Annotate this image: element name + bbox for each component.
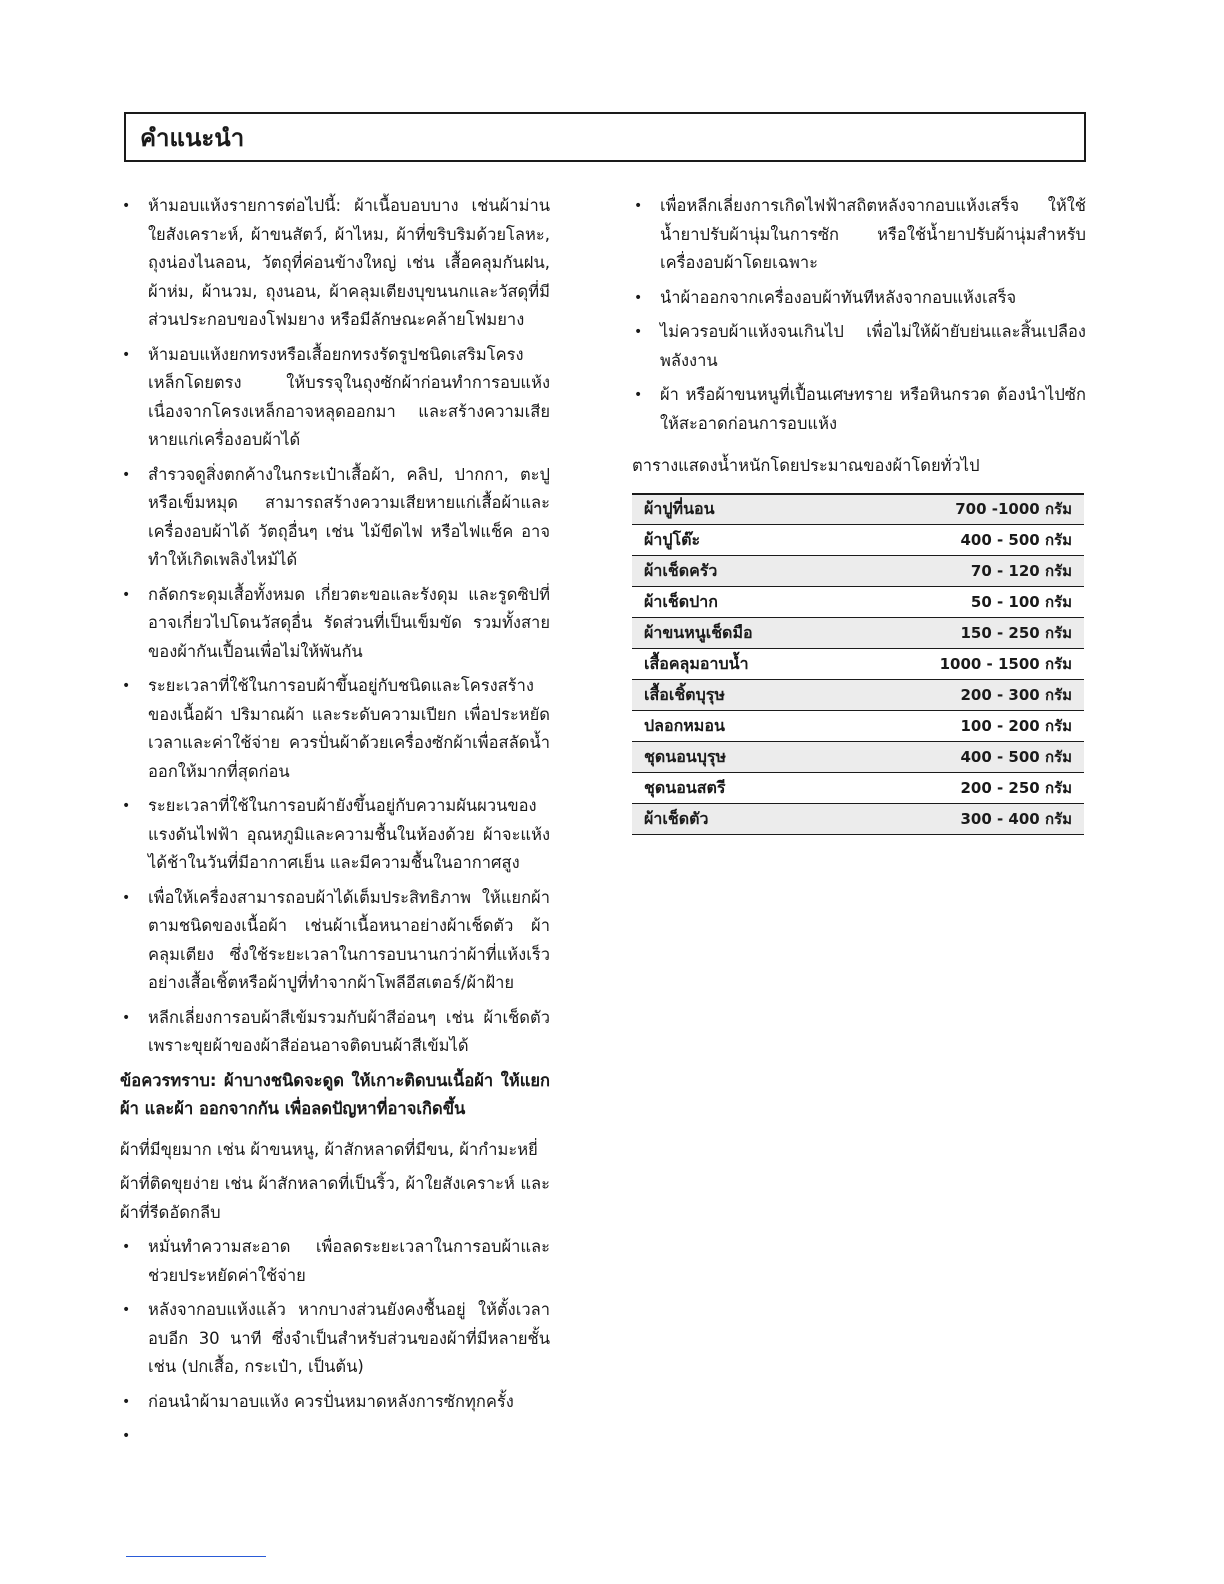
list-item: • หลีกเลี่ยงการอบผ้าสีเข้มรวมกับผ้าสีอ่อนๆ เช่น ผ้าเช็ดตัว เพราะขุยผ้าของผ้าสีอ่อนอาจติดบนผ้าสีเข้มได้: [120, 1004, 550, 1061]
list-item: • ระยะเวลาที่ใช้ในการอบผ้าขึ้นอยู่กับชนิดและโครงสร้างของเนื้อผ้า ปริมาณผ้า และระดับความเปียก เพื่อประหยัดเวลาและค่าใช้จ่าย ควรปั่นผ้าด้วยเครื่องซักผ้าเพื่อสลัดน้ำออกให้มากที่สุดก่อน: [120, 672, 550, 786]
left-column: [120, 192, 550, 1456]
bullet-icon: •: [122, 798, 131, 814]
list-item: • หมั่นทำความสะอาด เพื่อลดระยะเวลาในการอบผ้าและช่วยประหยัดค่าใช้จ่าย: [120, 1233, 550, 1290]
bullet-icon: •: [122, 889, 131, 906]
bullet-icon: •: [634, 324, 643, 340]
list-item: • กลัดกระดุมเสื้อทั้งหมด เกี่ยวตะขอและรังดุม และรูดซิปที่อาจเกี่ยวไปโดนวัสดุอื่น รัดส่วนที่เป็นเข็มขัด รวมทั้งสายของผ้ากันเปื้อนเพื่อไม่ให้พันกัน: [120, 581, 550, 667]
fabric-weight: 70 - 120 กรัม: [970, 561, 1072, 580]
table-row: [632, 680, 1084, 711]
list-item: • ห้ามอบแห้งรายการต่อไปนี้: ผ้าเนื้อบอบบาง เช่นผ้าม่านใยสังเคราะห์, ผ้าขนสัตว์, ผ้าไหม, ผ้าที่ขริบริมด้วยโลหะ, ถุงน่องไนลอน, วัตถุที่ค่อนข้างใหญ่ เช่น เสื้อคลุมกันฝน, ผ้าห่ม, ผ้านวม, ถุงนอน, ผ้าคลุมเตียงบุขนนกและวัสดุที่มีส่วนประกอบของโฟมยาง หรือมีลักษณะคล้ายโฟมยาง: [120, 192, 550, 335]
fabric-name: ปลอกหมอน: [644, 715, 725, 735]
page-title: คำแนะนำ: [140, 124, 245, 152]
bullet-icon: •: [122, 1428, 131, 1444]
list-item: • นำผ้าออกจากเครื่องอบผ้าทันทีหลังจากอบแห้งเสร็จ: [632, 284, 1086, 313]
bullet-icon: •: [122, 466, 131, 483]
list-item: • ห้ามอบแห้งยกทรงหรือเสื้อยกทรงรัดรูปชนิดเสริมโครงเหล็กโดยตรง ให้บรรจุในถุงซักผ้าก่อนทำการอบแห้ง เนื่องจากโครงเหล็กอาจหลุดออกมา และสร้างความเสียหายแก่เครื่องอบผ้าได้: [120, 341, 550, 455]
table-row: [632, 494, 1084, 525]
bullet-icon: •: [122, 1239, 131, 1255]
fabric-weight: 150 - 250 กรัม: [960, 623, 1072, 642]
table-row: [632, 618, 1084, 649]
bullet-icon: •: [122, 1393, 131, 1410]
fabric-weight: 1000 - 1500 กรัม: [939, 654, 1072, 673]
bullet-icon: •: [634, 387, 643, 403]
bullet-icon: •: [122, 678, 131, 694]
left-bullet-list-1: [120, 192, 550, 1061]
list-item: • สำรวจดูสิ่งตกค้างในกระเป๋าเสื้อผ้า, คลิป, ปากกา, ตะปูหรือเข็มหมุด สามารถสร้างความเสียหายแก่เสื้อผ้าและเครื่องอบผ้าได้ วัตถุอื่นๆ เช่น ไม้ขีดไฟ หรือไฟแช็ค อาจทำให้เกิดเพลิงไหม้ได้: [120, 461, 550, 575]
fabric-weight: 100 - 200 กรัม: [960, 716, 1072, 735]
fabric-weight: 300 - 400 กรัม: [960, 809, 1072, 828]
left-bullet-list-2: [120, 1233, 550, 1450]
fabric-name: ผ้าปูที่นอน: [644, 499, 715, 518]
bullet-icon: •: [122, 198, 131, 214]
weight-table: [632, 493, 1084, 836]
lint-paragraph-2: ผ้าที่ติดขุยง่าย เช่น ผ้าสักหลาดที่เป็นริ้ว, ผ้าใยสังเคราะห์ และผ้าที่รีดอัดกลีบ: [120, 1174, 550, 1222]
footnote-rule: [126, 1556, 266, 1557]
list-item: • ผ้า หรือผ้าขนหนูที่เปื้อนเศษทราย หรือหินกรวด ต้องนำไปซักให้สะอาดก่อนการอบแห้ง: [632, 381, 1086, 438]
note-paragraph: ข้อควรทราบ: ผ้าบางชนิดจะดูด ให้เกาะติดบนเนื้อผ้า ให้แยกผ้า และผ้า ออกจากกัน เพื่อลดปัญหาที่อาจเกิดขึ้น: [120, 1070, 550, 1118]
fabric-weight: 400 - 500 กรัม: [960, 747, 1072, 766]
heading-box: [124, 112, 1086, 162]
fabric-weight: 400 - 500 กรัม: [960, 530, 1072, 549]
fabric-name: เสื้อคลุมอาบน้ำ: [644, 653, 749, 673]
fabric-name: เสื้อเชิ้ตบุรุษ: [644, 684, 725, 704]
list-item: • หลังจากอบแห้งแล้ว หากบางส่วนยังคงชื้นอยู่ ให้ตั้งเวลาอบอีก 30 นาที ซึ่งจำเป็นสำหรับส่วนของผ้าที่มีหลายชั้น เช่น (ปกเสื้อ, กระเป๋า, เป็นต้น): [120, 1296, 550, 1382]
fabric-weight: 200 - 300 กรัม: [960, 685, 1072, 704]
fabric-weight: 200 - 250 กรัม: [960, 778, 1072, 797]
right-column: [632, 192, 1086, 835]
fabric-name: ผ้าเช็ดครัว: [644, 560, 718, 580]
bullet-icon: •: [634, 198, 643, 214]
bullet-icon: •: [122, 1302, 131, 1318]
bullet-icon: •: [122, 586, 131, 603]
fabric-name: ชุดนอนบุรุษ: [644, 746, 727, 766]
table-row: [632, 804, 1084, 835]
bullet-icon: •: [122, 1009, 131, 1026]
fabric-name: ผ้าเช็ดปาก: [644, 591, 718, 611]
lint-paragraph-1: ผ้าที่มีขุยมาก เช่น ผ้าขนหนู, ผ้าสักหลาดที่มีขน, ผ้ากำมะหยี่: [120, 1139, 538, 1159]
table-caption: ตารางแสดงน้ำหนักโดยประมาณของผ้าโดยทั่วไป: [632, 456, 980, 475]
list-item: • เพื่อหลีกเลี่ยงการเกิดไฟฟ้าสถิตหลังจากอบแห้งเสร็จ ให้ใช้น้ำยาปรับผ้านุ่มในการซัก หรือใช้น้ำยาปรับผ้านุ่มสำหรับเครื่องอบผ้าโดยเฉพาะ: [632, 192, 1086, 278]
table-row: [632, 649, 1084, 680]
table-row: [632, 525, 1084, 556]
list-item: [120, 1422, 550, 1450]
fabric-name: ผ้าเช็ดตัว: [644, 808, 709, 828]
table-row: [632, 556, 1084, 587]
fabric-name: ผ้าขนหนูเช็ดมือ: [644, 622, 753, 642]
table-row: [632, 773, 1084, 804]
table-row: [632, 587, 1084, 618]
bullet-icon: •: [634, 289, 643, 306]
fabric-name: ชุดนอนสตรี: [644, 777, 726, 797]
fabric-weight: 700 -1000 กรัม: [955, 500, 1072, 518]
list-item: • ไม่ควรอบผ้าแห้งจนเกินไป เพื่อไม่ให้ผ้ายับย่นและสิ้นเปลืองพลังงาน: [632, 318, 1086, 375]
list-item: • เพื่อให้เครื่องสามารถอบผ้าได้เต็มประสิทธิภาพ ให้แยกผ้าตามชนิดของเนื้อผ้า เช่นผ้าเนื้อหนาอย่างผ้าเช็ดตัว ผ้าคลุมเตียง ซึ่งใช้ระยะเวลาในการอบนานกว่าผ้าที่แห้งเร็วอย่างเสื้อเชิ้ตหรือผ้าปูที่ทำจากผ้าโพลีอีสเตอร์/ผ้าฝ้าย: [120, 884, 550, 998]
table-row: [632, 711, 1084, 742]
list-item: • ก่อนนำผ้ามาอบแห้ง ควรปั่นหมาดหลังการซักทุกครั้ง: [120, 1388, 550, 1417]
bullet-icon: •: [122, 346, 131, 363]
table-row: [632, 742, 1084, 773]
right-bullet-list: [632, 192, 1086, 438]
fabric-name: ผ้าปูโต๊ะ: [644, 529, 701, 549]
fabric-weight: 50 - 100 กรัม: [970, 592, 1072, 611]
list-item: • ระยะเวลาที่ใช้ในการอบผ้ายังขึ้นอยู่กับความผันผวนของแรงดันไฟฟ้า อุณหภูมิและความชื้นในห้องด้วย ผ้าจะแห้งได้ช้าในวันที่มีอากาศเย็น และมีความชื้นในอากาศสูง: [120, 792, 550, 878]
